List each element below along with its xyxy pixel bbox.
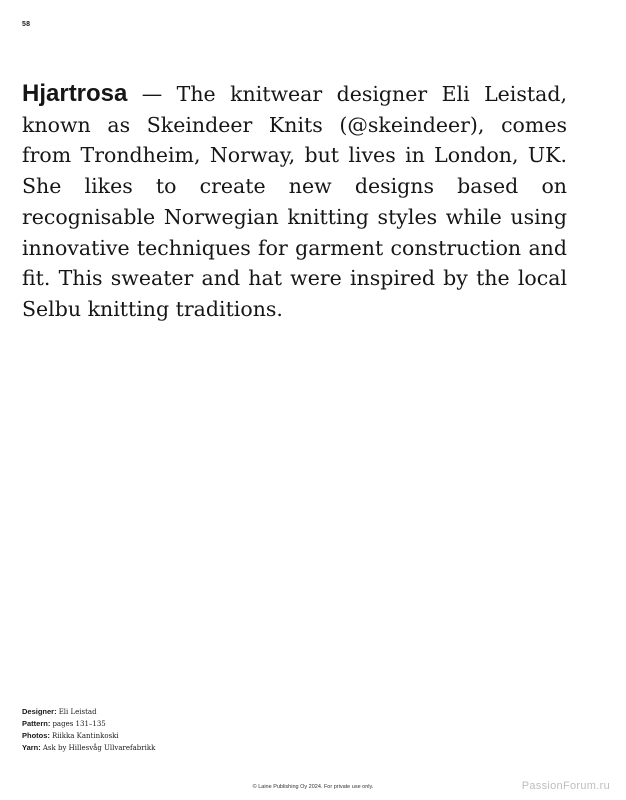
credit-label: Yarn: [22, 743, 41, 752]
watermark: PassionForum.ru [521, 780, 610, 792]
credit-label: Photos: [22, 731, 50, 740]
credit-yarn [22, 742, 155, 754]
credit-label: Pattern: [22, 719, 51, 728]
credit-designer [22, 706, 155, 718]
credit-photos [22, 730, 155, 742]
intro-text: — The knitwear designer Eli Leistad, known as Skeindeer Knits (@skeindeer), comes from Trondheim, Norway, but lives in London, UK. She likes to create new designs based on recognisable Norwegian knitting styles while using innovative techniques for garment construction and fit. This sweater and hat were inspired by the local Selbu knitting traditions. [22, 82, 567, 321]
credit-label: Designer: [22, 707, 57, 716]
credit-pattern [22, 718, 155, 730]
credit-value: Riikka Kantinkoski [52, 732, 119, 740]
intro-paragraph [22, 79, 567, 325]
credit-value: pages 131–135 [52, 720, 106, 728]
copyright-notice: © Laine Publishing Oy 2024. For private use only. [252, 784, 374, 790]
credit-value: Ask by Hillesvåg Ullvarefabrikk [42, 744, 156, 752]
credits-block [22, 706, 155, 754]
credit-value: Eli Leistad [58, 708, 97, 716]
pattern-title: Hjartrosa [22, 80, 128, 107]
page-number: 58 [22, 21, 31, 28]
